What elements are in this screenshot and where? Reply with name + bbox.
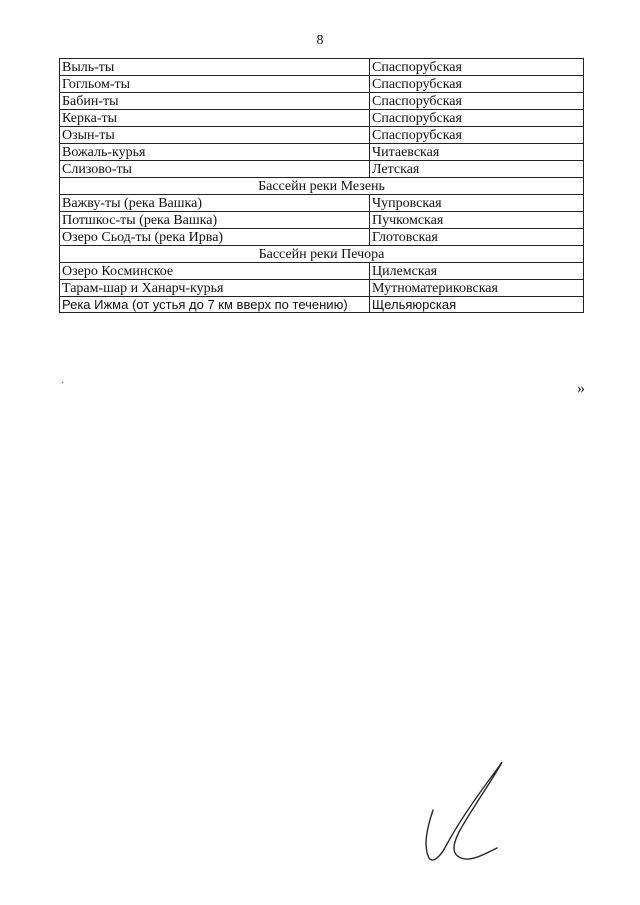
table-row [60,212,584,229]
table-cell-name: Озеро Сьод-ты (река Ирва) [60,229,370,246]
table-cell-type: Спаспорубская [370,110,584,127]
table-cell-type: Читаевская [370,144,584,161]
table-row [60,195,584,212]
table-cell-name: Тарам-шар и Ханарч-курья [60,280,370,297]
table-cell-name: Вожаль-курья [60,144,370,161]
table-cell-type: Пучкомская [370,212,584,229]
table-row [60,110,584,127]
section-row-mezen [60,178,584,195]
table-cell-name: Бабин-ты [60,93,370,110]
table-cell-type: Спаспорубская [370,93,584,110]
table-row [60,93,584,110]
table-row [60,297,584,313]
table-cell-name: Важву-ты (река Вашка) [60,195,370,212]
table-cell-type: Цилемская [370,263,584,280]
page-number: 8 [316,33,324,48]
signature-icon [415,758,505,863]
table-cell-type: Спаспорубская [370,76,584,93]
table-cell-type: Глотовская [370,229,584,246]
lake-type-table [59,58,584,313]
table-row [60,161,584,178]
table-cell-name: Гогльом-ты [60,76,370,93]
table-row [60,59,584,76]
section-heading-pechora: Бассейн реки Печора [60,246,584,263]
table-cell-name: Озеро Косминское [60,263,370,280]
table-row [60,280,584,297]
table-cell-name: Выль-ты [60,59,370,76]
table-cell-name: Потшкос-ты (река Вашка) [60,212,370,229]
stray-mark: . [61,372,64,386]
table-cell-type: Спаспорубская [370,127,584,144]
table-cell-type: Летская [370,161,584,178]
table-cell-name: Озын-ты [60,127,370,144]
table-cell-type: Мутноматериковская [370,280,584,297]
table-row [60,76,584,93]
table-row [60,229,584,246]
table-cell-type: Щельяюрская [370,297,584,313]
section-row-pechora [60,246,584,263]
table-cell-type: Чупровская [370,195,584,212]
table-cell-name: Река Ижма (от устья до 7 км вверх по течению) [60,297,370,313]
closing-quote: » [577,380,585,397]
table-row [60,127,584,144]
table-row [60,263,584,280]
table-cell-name: Слизово-ты [60,161,370,178]
table-cell-name: Керка-ты [60,110,370,127]
table-cell-type: Спаспорубская [370,59,584,76]
table-row [60,144,584,161]
section-heading-mezen: Бассейн реки Мезень [60,178,584,195]
